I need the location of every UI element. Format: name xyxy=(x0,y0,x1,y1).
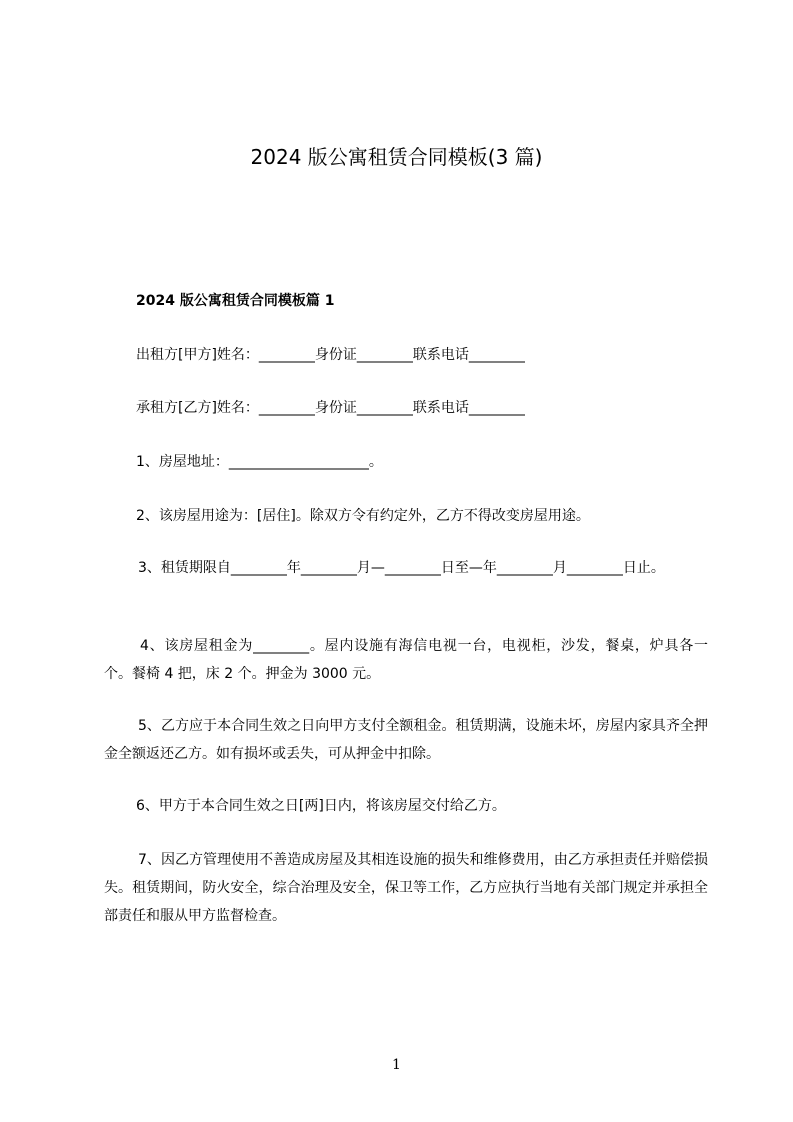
paragraph-payment-text: 5、乙方应于本合同生效之日向甲方支付全额租金。租赁期满，设施未坏，房屋内家具齐全押金全额返还乙方。如有损坏或丢失，可从押金中扣除。 xyxy=(104,718,708,762)
paragraph-lessee xyxy=(104,394,708,422)
paragraph-term-text: 3、租赁期限自________年________月—________日至—年________月________日止。 xyxy=(138,560,665,576)
section-title: 2024 版公寓租赁合同模板篇 1 xyxy=(136,293,335,309)
page-number: 1 xyxy=(392,1057,401,1073)
paragraph-usage-text: 2、该房屋用途为：[居住]。除双方令有约定外，乙方不得改变房屋用途。 xyxy=(136,508,590,524)
paragraph-address-text: 1、房屋地址：____________________。 xyxy=(136,454,383,470)
paragraph-lessee-text: 承租方[乙方]姓名：________身份证________联系电话________ xyxy=(136,400,525,416)
paragraph-rent xyxy=(104,632,708,688)
paragraph-lessor xyxy=(104,341,708,369)
paragraph-liability-text: 7、因乙方管理使用不善造成房屋及其相连设施的损失和维修费用，由乙方承担责任并赔偿损失。租赁期间，防火安全，综合治理及安全，保卫等工作，乙方应执行当地有关部门规定并承担全部责任和服从甲方监督检查。 xyxy=(104,852,708,924)
paragraph-payment xyxy=(104,712,708,768)
paragraph-term xyxy=(104,554,708,582)
paragraph-address xyxy=(104,448,708,476)
paragraph-liability xyxy=(104,846,708,930)
paragraph-delivery-text: 6、甲方于本合同生效之日[两]日内，将该房屋交付给乙方。 xyxy=(136,798,506,814)
page-title: 2024 版公寓租赁合同模板(3 篇) xyxy=(250,145,543,169)
paragraph-usage xyxy=(104,502,708,530)
paragraph-delivery xyxy=(104,792,708,820)
paragraph-lessor-text: 出租方[甲方]姓名：________身份证________联系电话________ xyxy=(136,347,525,363)
paragraph-rent-text: 4、该房屋租金为________。屋内设施有海信电视一台，电视柜，沙发，餐桌，炉具各一个。餐椅 4 把，床 2 个。押金为 3000 元。 xyxy=(104,638,708,682)
